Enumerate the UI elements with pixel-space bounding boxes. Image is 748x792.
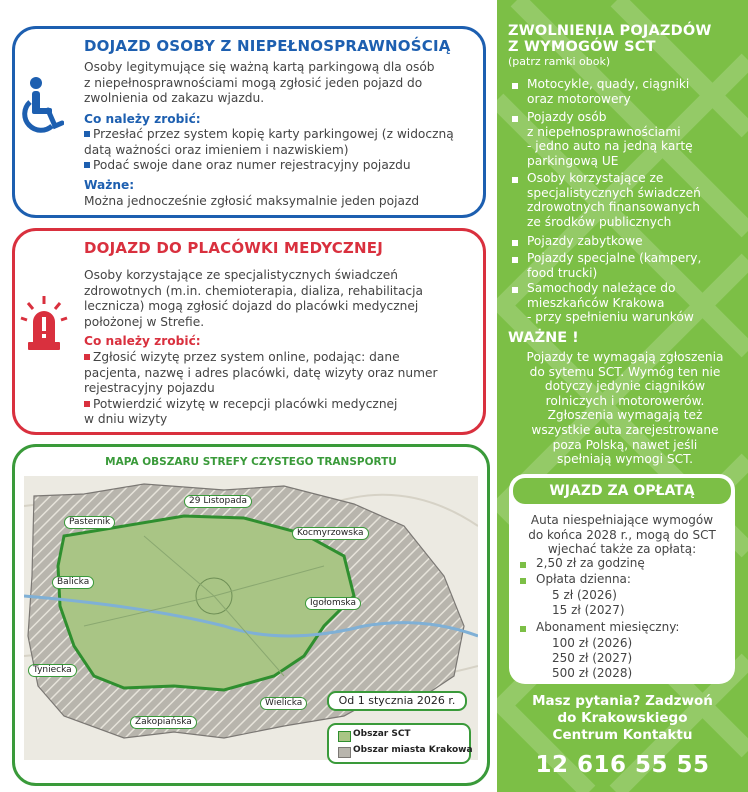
exemption-item-5: Pojazdy specjalne (kampery, food trucki) [527,251,702,280]
disabled-important-text: Można jednocześnie zgłosić maksymalnie jeden pojazd [84,194,420,208]
legend-label-sct: Obszar SCT [353,729,411,739]
disabled-todo-label: Co należy zrobić: [84,112,201,126]
map-label-pasternik: Pasternik [64,516,115,529]
map-label-balicka: Balicka [52,576,94,589]
map-label-tyniecka: Tyniecka [28,664,77,677]
paid-hourly-bullet [520,562,526,568]
exemption-bullet-6 [512,287,518,293]
paid-monthly-label: Abonament miesięczny: [536,620,680,634]
map-label-kocmyrzowska: Kocmyrzowska [292,527,369,540]
exemption-bullet-2 [512,116,518,122]
paid-daily-values: 5 zł (2026) 15 zł (2027) [552,588,625,618]
paid-monthly-bullet [520,626,526,632]
paid-entry-title: WJAZD ZA OPŁATĄ [549,483,695,499]
paid-entry-intro: Auta niespełniające wymogów do końca 2028 r., mogą do SCT wjechać także za opłatą: [528,513,716,557]
disabled-title: DOJAZD OSOBY Z NIEPEŁNOSPRAWNOŚCIĄ [84,37,451,55]
contact-phone: 12 616 55 55 [535,752,710,778]
medical-todo-label: Co należy zrobić: [84,334,201,348]
paid-daily-bullet [520,578,526,584]
map-label-zakopianska: Zakopiańska [130,716,197,729]
medical-steps: Zgłosić wizytę przez system online, podając: dane pacjenta, nazwę i adres placówki, datę wizyty oraz numer rejestracyjny pojazdu Potwierdzić wizytę w recepcji placówki medycznej w dniu wizyty [84,350,438,427]
medical-title: DOJAZD DO PLACÓWKI MEDYCZNEJ [84,239,383,257]
map-title: MAPA OBSZARU STREFY CZYSTEGO TRANSPORTU [105,456,397,468]
exemption-item-2: Pojazdy osób z niepełnosprawnościami - jedno auto na jedną kartę parkingową UE [527,110,693,168]
paid-hourly: 2,50 zł za godzinę [536,556,645,570]
exemptions-title: ZWOLNIENIA POJAZDÓW Z WYMOGÓW SCT [508,23,712,55]
disabled-important-label: Ważne: [84,178,135,192]
map-label-29-listopada: 29 Listopada [184,495,252,508]
wheelchair-icon [22,76,64,138]
paid-daily-label: Opłata dzienna: [536,572,631,586]
exemption-item-3: Osoby korzystające ze specjalistycznych świadczeń zdrowotnych finansowanych ze środków publicznych [527,171,701,229]
exemption-bullet-5 [512,257,518,263]
exemption-bullet-3 [512,177,518,183]
medical-intro: Osoby korzystające ze specjalistycznych świadczeń zdrowotnych (m.in. chemioterapia, dializa, rehabilitacja lecznicza) mogą zgłosić dojazd do placówki medycznej położonej w Strefie. [84,268,423,329]
contact-text: Masz pytania? Zadzwoń do Krakowskiego Centrum Kontaktu [532,693,713,743]
map-date-badge: Od 1 stycznia 2026 r. [327,691,467,711]
paid-monthly-values: 100 zł (2026) 250 zł (2027) 500 zł (2028) [552,636,633,681]
legend-swatch-city [338,747,351,758]
exemption-item-4: Pojazdy zabytkowe [527,234,643,248]
alarm-siren-icon [20,294,68,354]
important-title: WAŻNE ! [508,330,579,346]
exemption-bullet-1 [512,83,518,89]
legend-label-city: Obszar miasta Krakowa [353,745,473,755]
disabled-steps: Przesłać przez system kopię karty parkingowej (z widoczną datą ważności oraz imieniem i nazwiskiem) Podać swoje dane oraz numer rejestracyjny pojazdu [84,127,454,173]
exemption-item-6: Samochody należące do mieszkańców Krakowa - przy spełnieniu warunków [527,281,694,325]
map-label-wielicka: Wielicka [260,697,307,710]
exemption-item-1: Motocykle, quady, ciągniki oraz motorowery [527,77,690,106]
exemptions-subtitle: (patrz ramki obok) [508,55,611,68]
legend-swatch-sct [338,731,351,742]
exemption-bullet-4 [512,240,518,246]
disabled-intro: Osoby legitymujące się ważną kartą parkingową dla osób z niepełnosprawnościami mogą zgłosić jeden pojazd do zwolnienia od zakazu wjazdu. [84,60,435,106]
map-label-igolomska: Igołomska [305,597,361,610]
